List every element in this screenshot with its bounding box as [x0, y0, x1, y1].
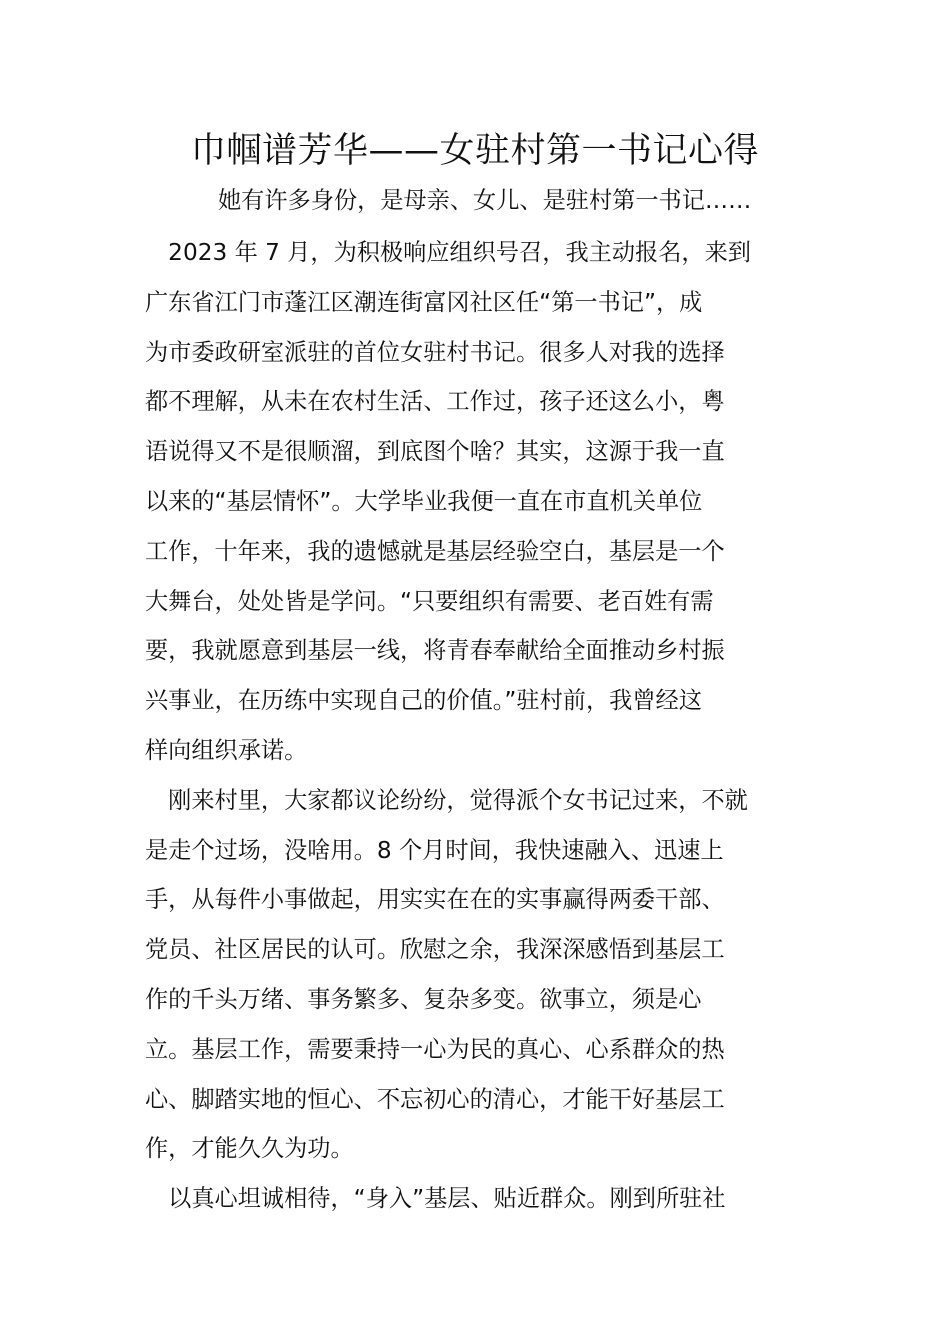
- paragraph-line: 立。基层工作，需要秉持一心为民的真心、心系群众的热: [145, 1035, 725, 1063]
- paragraph-line: 兴事业，在历练中实现自己的价值。”驻村前，我曾经这: [145, 687, 702, 715]
- paragraph-line: 为市委政研室派驻的首位女驻村书记。很多人对我的选择: [145, 338, 725, 366]
- paragraph-line: 样向组织承诺。: [145, 736, 308, 764]
- paragraph-line: 是走个过场，没啥用。8 个月时间，我快速融入、迅速上: [145, 836, 724, 864]
- paragraph-line: 以来的“基层情怀”。大学毕业我便一直在市直机关单位: [145, 487, 703, 515]
- document-body: [145, 228, 810, 1224]
- paragraph-line: 2023 年 7 月，为积极响应组织号召，我主动报名，来到: [145, 239, 751, 266]
- paragraph-line: 党员、社区居民的认可。欣慰之余，我深深感悟到基层工: [145, 936, 725, 964]
- paragraph-line: 手，从每件小事做起，用实实在在的实事赢得两委干部、: [145, 886, 725, 914]
- paragraph-1: [145, 228, 810, 776]
- paragraph-line: 要，我就愿意到基层一线，将青春奉献给全面推动乡村振: [145, 637, 725, 665]
- document-subtitle: 她有许多身份，是母亲、女儿、是驻村第一书记……: [218, 187, 752, 214]
- paragraph-line: 语说得又不是很顺溜，到底图个啥？其实，这源于我一直: [145, 438, 725, 466]
- paragraph-3: [145, 1174, 810, 1224]
- paragraph-line: 作的千头万绪、事务繁多、复杂多变。欲事立，须是心: [145, 985, 702, 1013]
- paragraph-line: 工作，十年来，我的遗憾就是基层经验空白，基层是一个: [145, 537, 725, 565]
- paragraph-line: 大舞台，处处皆是学问。“只要组织有需要、老百姓有需: [145, 587, 714, 615]
- paragraph-2: [145, 776, 810, 1174]
- paragraph-line: 广东省江门市蓬江区潮连街富冈社区任“第一书记”，成: [145, 288, 703, 316]
- paragraph-line: 心、脚踏实地的恒心、不忘初心的清心，才能干好基层工: [145, 1085, 725, 1113]
- paragraph-line: 作，才能久久为功。: [145, 1135, 354, 1163]
- paragraph-line: 以真心坦诚相待，“身入”基层、贴近群众。刚到所驻社: [145, 1185, 726, 1213]
- document-title: 巾帼谱芳华——女驻村第一书记心得: [190, 131, 759, 171]
- paragraph-line: 刚来村里，大家都议论纷纷，觉得派个女书记过来，不就: [145, 786, 748, 814]
- paragraph-line: 都不理解，从未在农村生活、工作过，孩子还这么小，粤: [145, 388, 725, 416]
